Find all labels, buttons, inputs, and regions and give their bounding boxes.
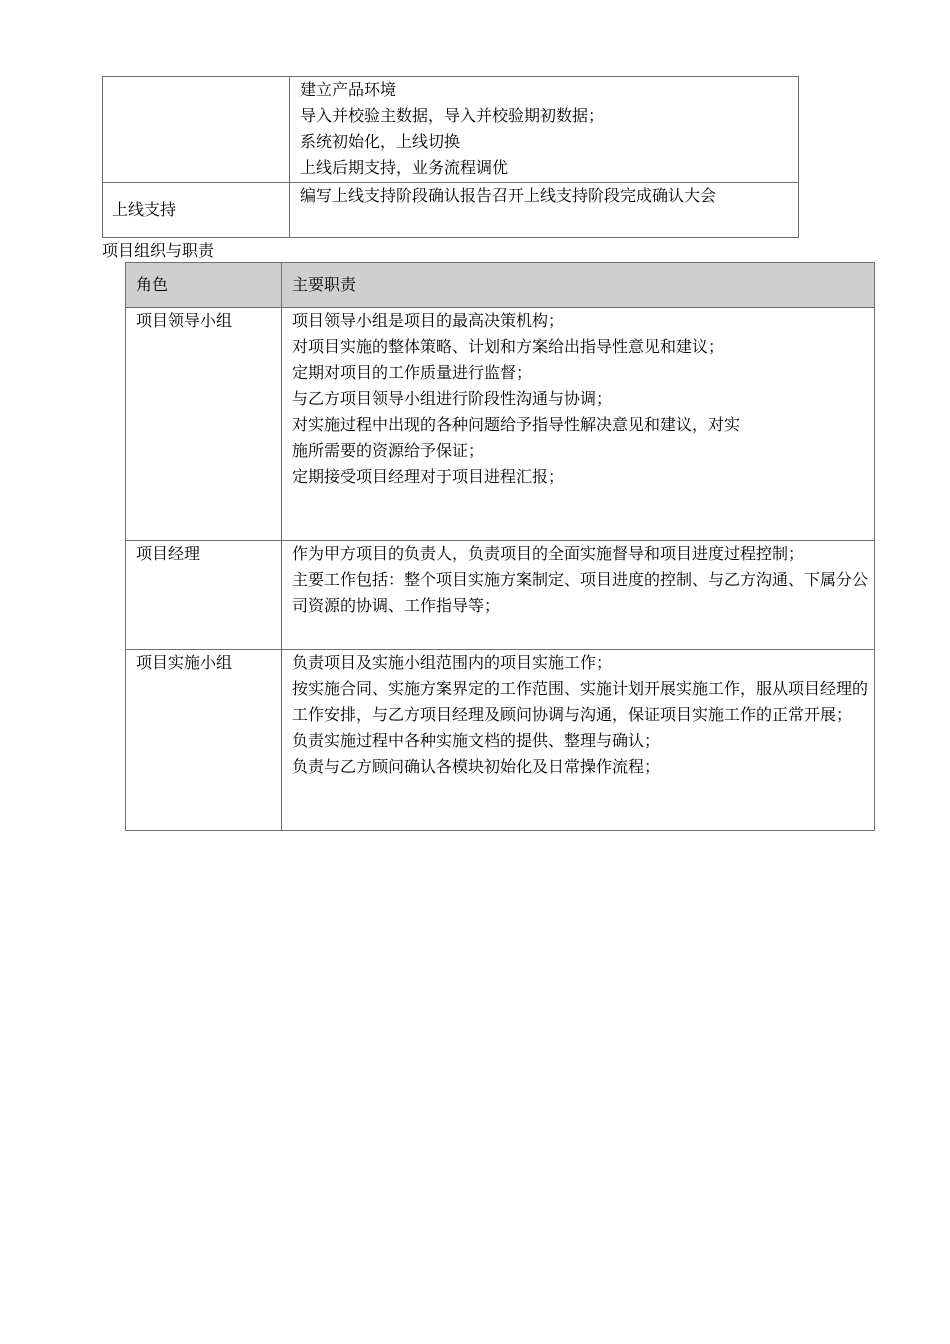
phase-detail-cell <box>290 183 799 238</box>
table-row <box>126 650 875 831</box>
phase-detail-line: 编写上线支持阶段确认报告召开上线支持阶段完成确认大会 <box>300 186 717 205</box>
phase-detail-line: 建立产品环境 <box>300 80 397 99</box>
header-role: 角色 <box>126 263 282 308</box>
phase-detail-line: 导入并校验主数据，导入并校验期初数据； <box>300 106 605 125</box>
phase-detail-line: 上线后期支持，业务流程调优 <box>300 158 509 177</box>
duty-cell <box>282 650 875 831</box>
duty-line: 负责与乙方顾问确认各模块初始化及日常操作流程； <box>292 757 661 776</box>
duty-line: 作为甲方项目的负责人，负责项目的全面实施督导和项目进度过程控制； <box>292 544 805 563</box>
phase-detail-line: 系统初始化，上线切换 <box>300 132 461 151</box>
duty-cell <box>282 541 875 650</box>
duty-line: 施所需要的资源给予保证； <box>292 441 485 460</box>
table-row <box>126 308 875 541</box>
phase-table <box>102 76 799 238</box>
duty-line: 按实施合同、实施方案界定的工作范围、实施计划开展实施工作，服从项目经理的工作安排，与乙方项目经理及顾问协调与沟通，保证项目实施工作的正常开展； <box>292 679 869 724</box>
duty-cell <box>282 308 875 541</box>
duty-line: 对实施过程中出现的各种问题给予指导性解决意见和建议，对实 <box>292 415 741 434</box>
roles-header-row <box>126 263 875 308</box>
role-cell: 项目领导小组 <box>126 308 282 541</box>
duty-line: 项目领导小组是项目的最高决策机构； <box>292 311 565 330</box>
role-cell: 项目经理 <box>126 541 282 650</box>
duty-line: 定期接受项目经理对于项目进程汇报； <box>292 467 565 486</box>
phase-cell: 上线支持 <box>103 183 290 238</box>
duty-line: 与乙方项目领导小组进行阶段性沟通与协调； <box>292 389 613 408</box>
phase-row <box>103 183 799 238</box>
roles-table <box>125 262 875 831</box>
header-duty: 主要职责 <box>282 263 875 308</box>
duty-line: 负责项目及实施小组范围内的项目实施工作； <box>292 653 613 672</box>
role-cell: 项目实施小组 <box>126 650 282 831</box>
phase-cell <box>103 77 290 183</box>
phase-row <box>103 77 799 183</box>
section-heading: 项目组织与职责 <box>102 241 215 260</box>
duty-line: 定期对项目的工作质量进行监督； <box>292 363 533 382</box>
table-row <box>126 541 875 650</box>
phase-detail-cell <box>290 77 799 183</box>
duty-line: 负责实施过程中各种实施文档的提供、整理与确认； <box>292 731 661 750</box>
duty-line: 主要工作包括：整个项目实施方案制定、项目进度的控制、与乙方沟通、下属分公司资源的协调、工作指导等； <box>292 570 869 615</box>
duty-line: 对项目实施的整体策略、计划和方案给出指导性意见和建议； <box>292 337 725 356</box>
